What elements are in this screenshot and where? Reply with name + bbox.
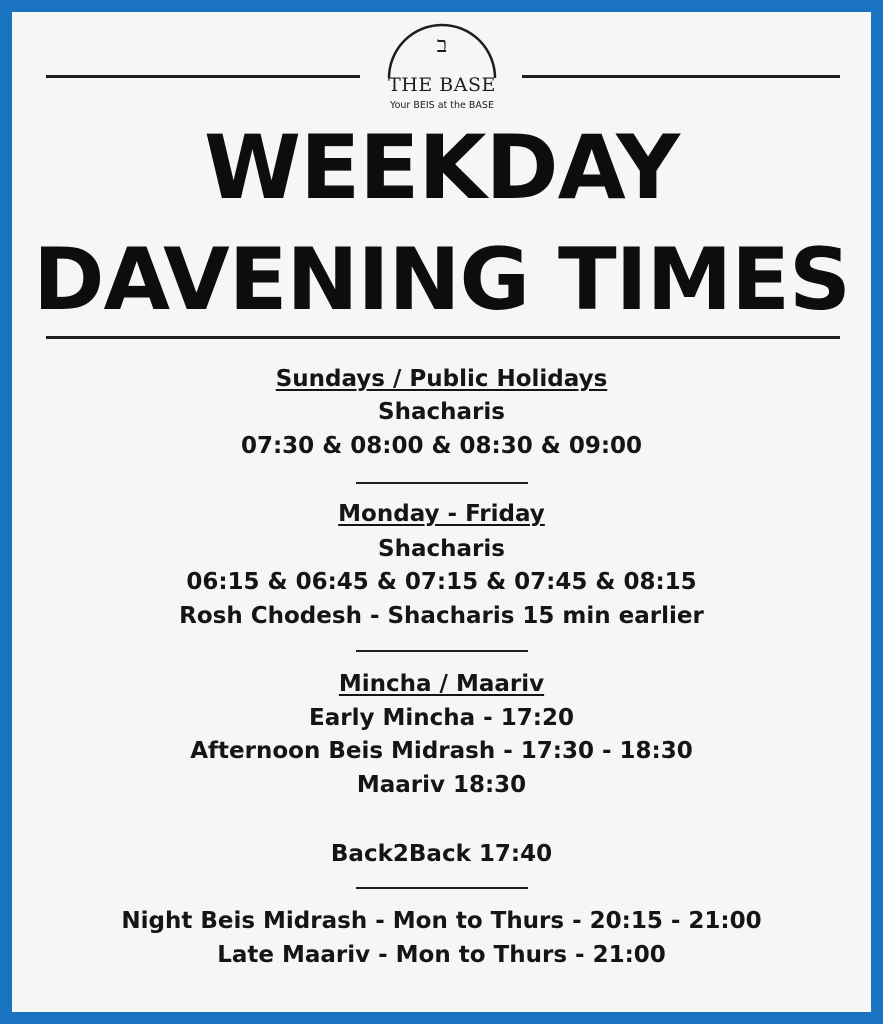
back2back: Back2Back 17:40 — [330, 841, 553, 867]
header-rule-left — [46, 75, 360, 78]
sunday-heading: Sundays / Public Holidays — [275, 366, 608, 392]
weekday-heading: Monday - Friday — [338, 501, 545, 527]
logo-letter: ב — [436, 33, 448, 58]
late-maariv: Late Maariv - Mon to Thurs - 21:00 — [217, 942, 666, 968]
logo-tagline: Your BEIS at the BASE — [390, 100, 494, 111]
page-title-line1: WEEKDAY — [204, 116, 679, 219]
title-rule — [46, 336, 840, 339]
maariv: Maariv 18:30 — [356, 772, 527, 798]
night-beis-midrash: Night Beis Midrash - Mon to Thurs - 20:15 - 21:00 — [121, 908, 762, 934]
page-title-line2: DAVENING TIMES — [33, 230, 850, 330]
divider — [356, 650, 528, 652]
sunday-service: Shacharis — [378, 399, 505, 425]
weekday-times: 06:15 & 06:45 & 07:15 & 07:45 & 08:15 — [186, 569, 697, 595]
divider — [356, 887, 528, 889]
logo — [382, 16, 502, 116]
poster — [12, 12, 871, 1012]
afternoon-beis-midrash: Afternoon Beis Midrash - 17:30 - 18:30 — [190, 738, 693, 764]
header-rule-right — [522, 75, 840, 78]
early-mincha: Early Mincha - 17:20 — [309, 705, 574, 731]
divider — [356, 482, 528, 484]
evening-heading: Mincha / Maariv — [338, 671, 545, 697]
sunday-times: 07:30 & 08:00 & 08:30 & 09:00 — [240, 433, 643, 459]
weekday-service: Shacharis — [378, 536, 505, 562]
logo-name: THE BASE — [388, 74, 496, 96]
rosh-chodesh-note: Rosh Chodesh - Shacharis 15 min earlier — [179, 603, 704, 629]
